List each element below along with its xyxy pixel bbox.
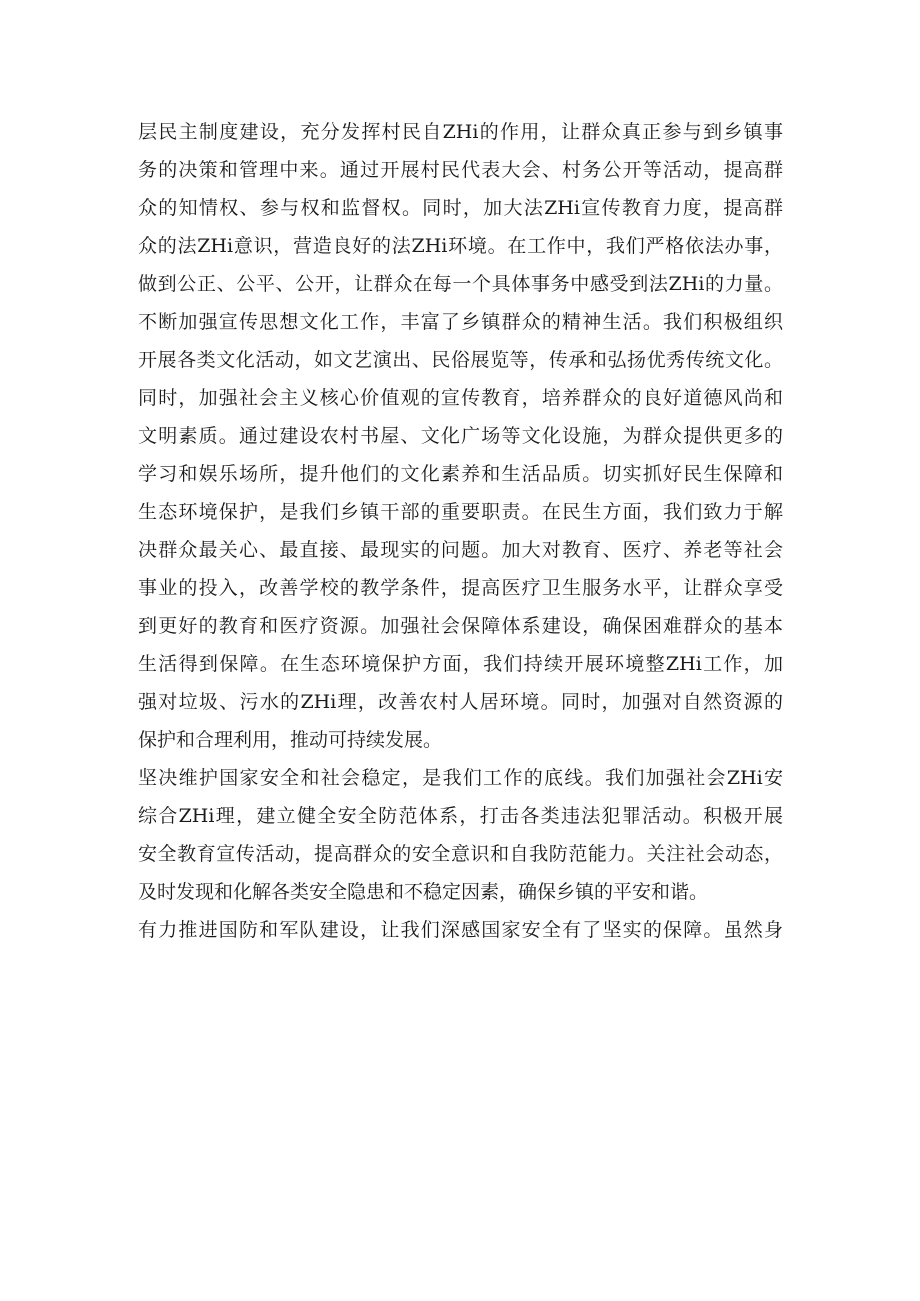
- text-line: 生活得到保障。在生态环境保护方面，我们持续开展环境整ZHi工作，加: [138, 653, 783, 675]
- text-line: 保护和合理利用，推动可持续发展。: [138, 729, 443, 751]
- text-line: 生态环境保护，是我们乡镇干部的重要职责。在民生方面，我们致力于解: [138, 501, 783, 523]
- text-line: 同时，加强社会主义核心价值观的宣传教育，培养群众的良好道德风尚和: [138, 387, 783, 409]
- text-line: 坚决维护国家安全和社会稳定，是我们工作的底线。我们加强社会ZHi安: [138, 767, 783, 789]
- text-line: 众的知情权、参与权和监督权。同时，加大法ZHi宣传教育力度，提高群: [138, 197, 783, 219]
- text-line: 事业的投入，改善学校的教学条件，提高医疗卫生服务水平，让群众享受: [138, 577, 783, 599]
- text-line: 有力推进国防和军队建设，让我们深感国家安全有了坚实的保障。虽然身: [138, 919, 783, 941]
- text-line: 不断加强宣传思想文化工作，丰富了乡镇群众的精神生活。我们积极组织: [138, 311, 783, 333]
- text-line: 综合ZHi理，建立健全安全防范体系，打击各类违法犯罪活动。积极开展: [138, 805, 783, 827]
- text-line: 务的决策和管理中来。通过开展村民代表大会、村务公开等活动，提高群: [138, 159, 783, 181]
- text-line: 文明素质。通过建设农村书屋、文化广场等文化设施，为群众提供更多的: [138, 425, 783, 447]
- text-line: 层民主制度建设，充分发挥村民自ZHi的作用，让群众真正参与到乡镇事: [138, 121, 783, 143]
- text-line: 学习和娱乐场所，提升他们的文化素养和生活品质。切实抓好民生保障和: [138, 463, 783, 485]
- text-line: 决群众最关心、最直接、最现实的问题。加大对教育、医疗、养老等社会: [138, 539, 783, 561]
- text-line: 到更好的教育和医疗资源。加强社会保障体系建设，确保困难群众的基本: [138, 615, 783, 637]
- text-line: 开展各类文化活动，如文艺演出、民俗展览等，传承和弘扬优秀传统文化。: [138, 349, 783, 371]
- text-line: 及时发现和化解各类安全隐患和不稳定因素，确保乡镇的平安和谐。: [138, 881, 709, 903]
- text-line: 安全教育宣传活动，提高群众的安全意识和自我防范能力。关注社会动态，: [138, 843, 783, 865]
- text-line: 做到公正、公平、公开，让群众在每一个具体事务中感受到法ZHi的力量。: [138, 273, 783, 295]
- body-text: [138, 113, 783, 949]
- text-line: 众的法ZHi意识，营造良好的法ZHi环境。在工作中，我们严格依法办事，: [138, 235, 783, 257]
- text-line: 强对垃圾、污水的ZHi理，改善农村人居环境。同时，加强对自然资源的: [138, 691, 783, 713]
